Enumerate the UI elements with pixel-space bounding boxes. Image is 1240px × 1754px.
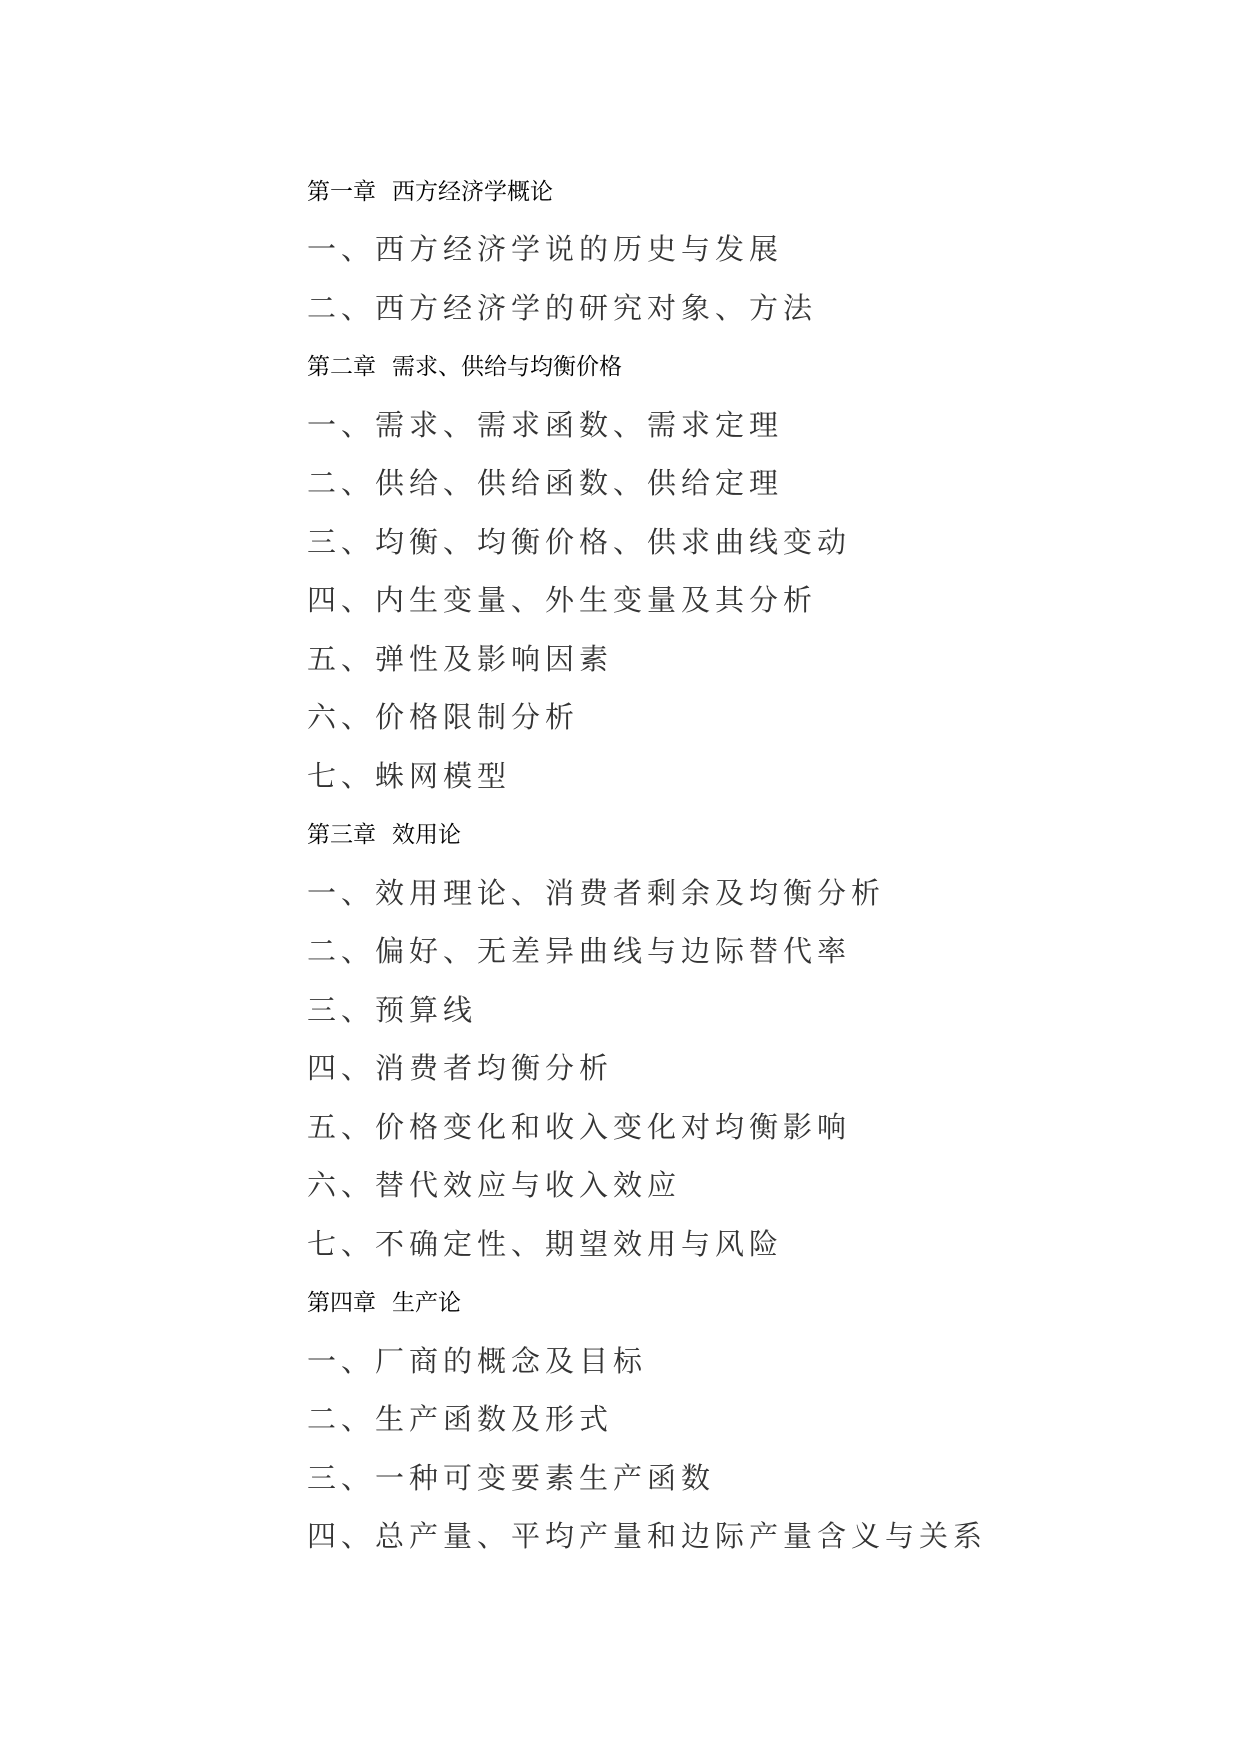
section-item: 四、内生变量、外生变量及其分析 [307,583,818,618]
section-item: 四、总产量、平均产量和边际产量含义与关系 [307,1519,988,1554]
chapter-heading [307,160,1187,219]
chapter-title: 生产论 [392,1290,461,1317]
chapter-number: 第二章 [307,354,376,381]
section-item: 二、偏好、无差异曲线与边际替代率 [307,934,852,969]
section-item: 二、生产函数及形式 [307,1402,614,1437]
chapter-heading [307,1272,1187,1331]
chapter-title: 西方经济学概论 [392,178,553,205]
section-item: 六、替代效应与收入效应 [307,1168,682,1203]
section-item: 二、供给、供给函数、供给定理 [307,466,784,501]
section-item: 六、价格限制分析 [307,700,580,735]
section-item: 一、需求、需求函数、需求定理 [307,407,784,442]
section-item: 一、厂商的概念及目标 [307,1343,648,1378]
section-item: 一、效用理论、消费者剩余及均衡分析 [307,875,886,910]
section-item: 七、不确定性、期望效用与风险 [307,1226,784,1261]
section-item: 三、均衡、均衡价格、供求曲线变动 [307,524,852,559]
chapter-title: 效用论 [392,822,461,849]
chapter-heading [307,336,1187,395]
section-item: 五、价格变化和收入变化对均衡影响 [307,1109,852,1144]
chapter-number: 第四章 [307,1290,376,1317]
section-item: 二、西方经济学的研究对象、方法 [307,290,818,325]
section-item: 四、消费者均衡分析 [307,1051,614,1086]
section-item: 三、预算线 [307,992,478,1027]
chapter-heading [307,804,1187,863]
section-item: 七、蛛网模型 [307,758,512,793]
chapter-title: 需求、供给与均衡价格 [392,354,622,381]
chapter-number: 第一章 [307,178,376,205]
section-item: 三、一种可变要素生产函数 [307,1460,716,1495]
chapter-number: 第三章 [307,822,376,849]
section-item: 五、弹性及影响因素 [307,641,614,676]
course-outline [307,160,1187,1564]
section-item: 一、西方经济学说的历史与发展 [307,232,784,267]
